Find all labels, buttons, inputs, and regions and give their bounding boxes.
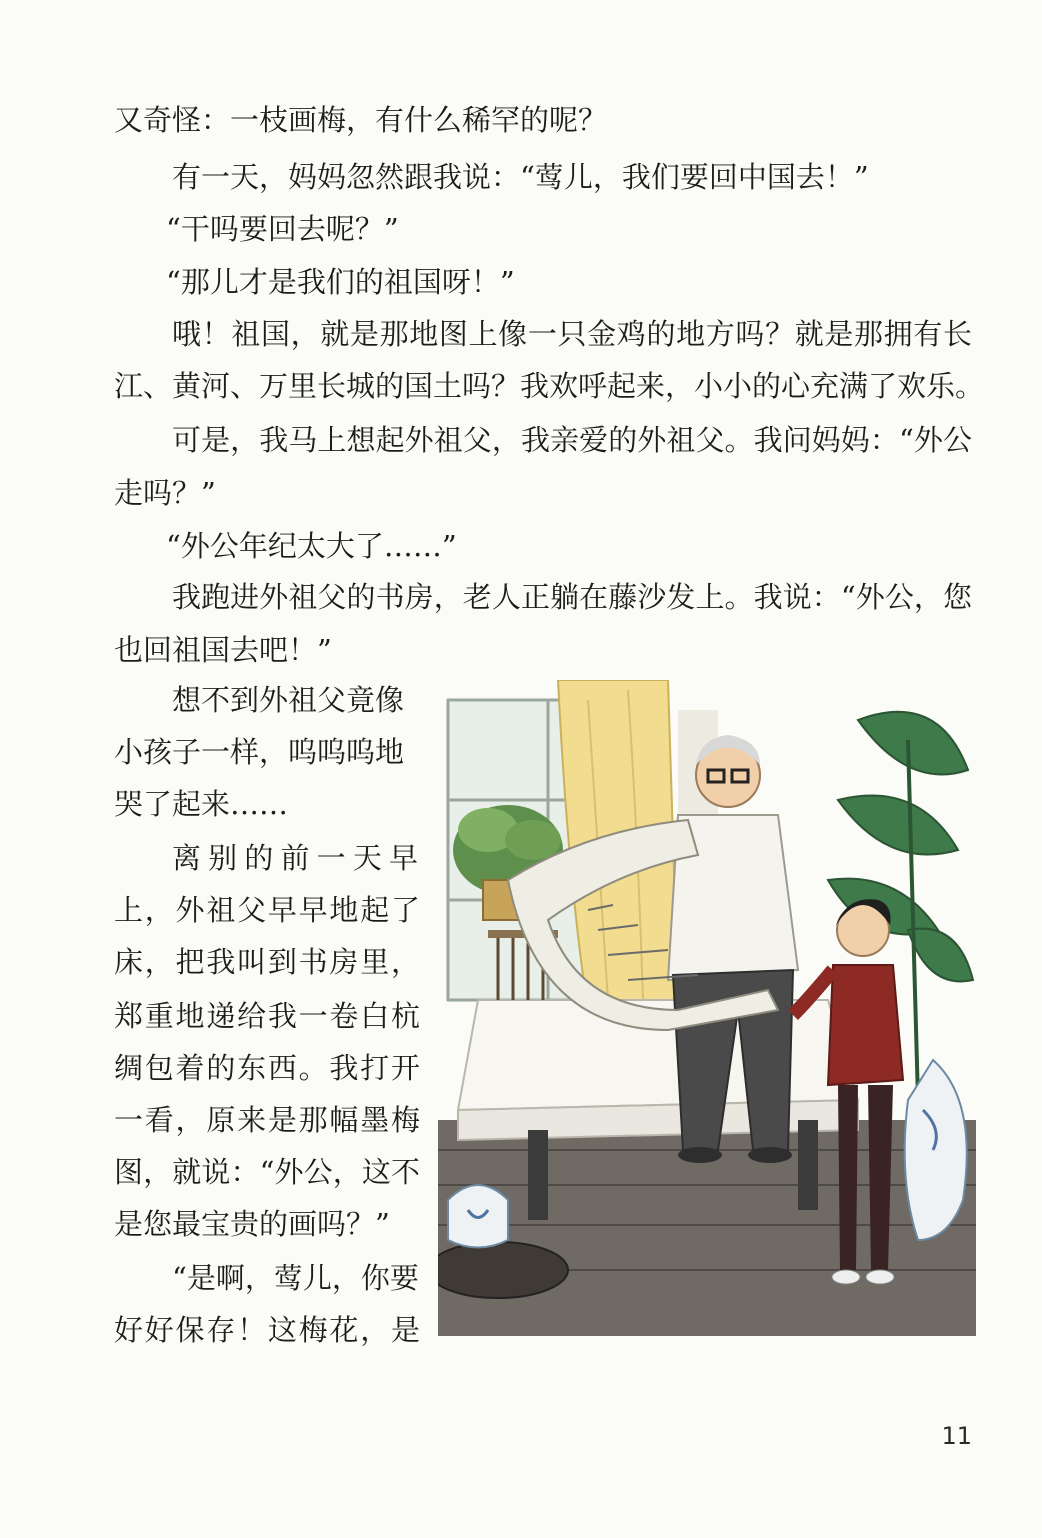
text-line: 又奇怪：一枝画梅，有什么稀罕的呢？ bbox=[114, 103, 608, 137]
text-line: “干吗要回去呢？” bbox=[166, 212, 399, 246]
text-line: “那儿才是我们的祖国呀！” bbox=[166, 265, 515, 299]
text-line: 好好保存！这梅花，是 bbox=[114, 1313, 420, 1347]
text-line: 是您最宝贵的画吗？” bbox=[114, 1207, 390, 1241]
text-line: “外公年纪太大了……” bbox=[166, 529, 457, 563]
text-line: 有一天，妈妈忽然跟我说：“莺儿，我们要回中国去！” bbox=[172, 160, 869, 194]
text-line: 哦！祖国，就是那地图上像一只金鸡的地方吗？就是那拥有长 bbox=[172, 317, 972, 351]
text-line: 床，把我叫到书房里， bbox=[114, 945, 420, 979]
text-line: 也回祖国去吧！” bbox=[114, 633, 332, 667]
text-line: 哭了起来…… bbox=[114, 787, 289, 821]
text-line: 可是，我马上想起外祖父，我亲爱的外祖父。我问妈妈：“外公 bbox=[172, 423, 972, 457]
text-line: 我跑进外祖父的书房，老人正躺在藤沙发上。我说：“外公，您 bbox=[172, 580, 972, 614]
text-line: 离别的前一天早 bbox=[172, 841, 418, 875]
text-line: 走吗？” bbox=[114, 476, 216, 510]
text-line: 绸包着的东西。我打开 bbox=[114, 1051, 420, 1085]
text-line: 上，外祖父早早地起了 bbox=[114, 893, 420, 927]
text-line: 想不到外祖父竟像 bbox=[172, 683, 405, 717]
text-line: 小孩子一样，呜呜呜地 bbox=[114, 735, 405, 769]
illustration-grandfather-scroll bbox=[438, 680, 976, 1336]
text-line: 郑重地递给我一卷白杭 bbox=[114, 999, 420, 1033]
text-line: 图，就说：“外公，这不 bbox=[114, 1155, 420, 1189]
text-line: 江、黄河、万里长城的国土吗？我欢呼起来，小小的心充满了欢乐。 bbox=[114, 369, 985, 403]
text-line: “是啊，莺儿，你要 bbox=[172, 1261, 419, 1295]
text-line: 一看，原来是那幅墨梅 bbox=[114, 1103, 420, 1137]
page-number: 11 bbox=[941, 1422, 972, 1450]
